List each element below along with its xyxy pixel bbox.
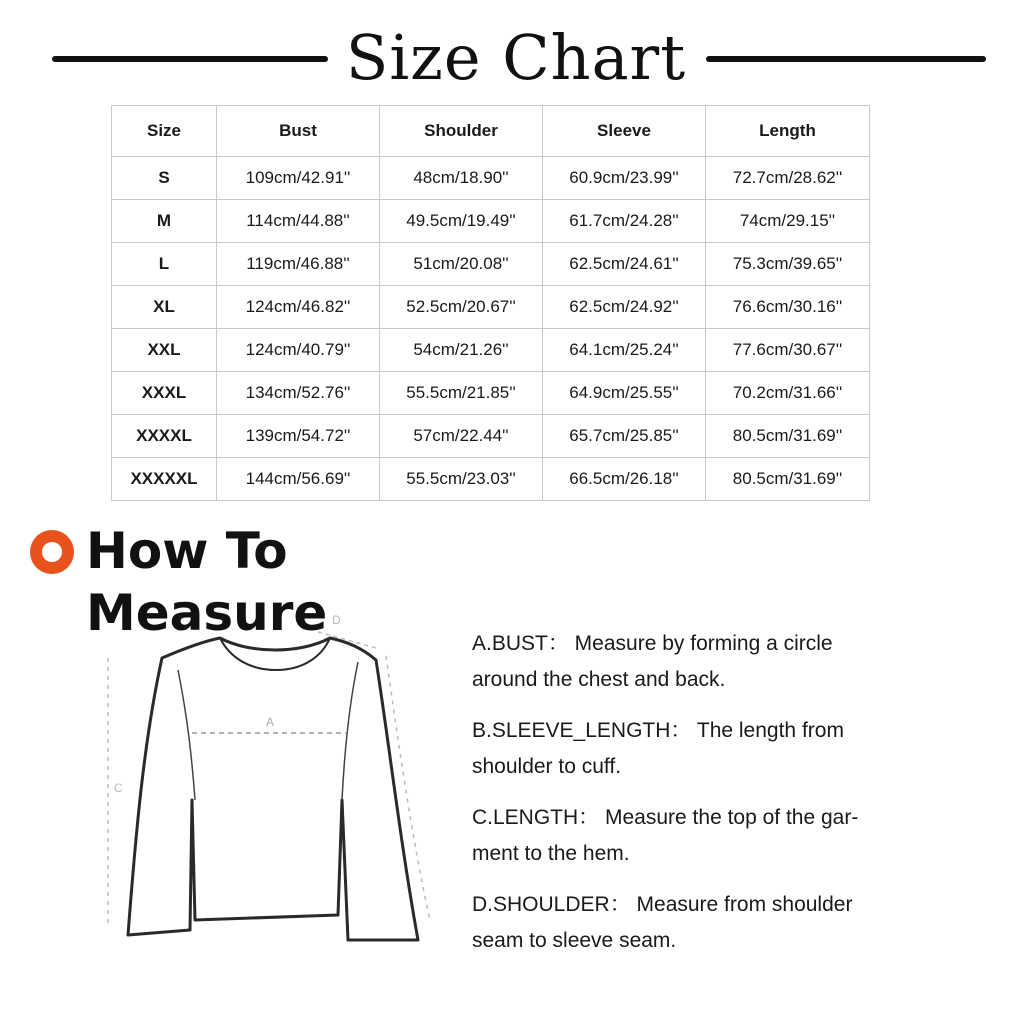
shoulder-cell: 52.5cm/20.67'' <box>380 286 543 329</box>
bust-cell: 144cm/56.69'' <box>217 458 380 501</box>
label-d: D <box>332 613 341 627</box>
table-row <box>112 157 870 200</box>
left-sleeve-seam <box>178 670 195 800</box>
bust-cell: 124cm/46.82'' <box>217 286 380 329</box>
section-title: How To Measure <box>86 522 328 642</box>
right-sleeve-seam <box>342 662 358 800</box>
instruction-line: D.SHOULDER： Measure from shoulder <box>472 893 853 916</box>
sleeve-cell: 62.5cm/24.61'' <box>543 243 706 286</box>
table-row <box>112 415 870 458</box>
sleeve-cell: 64.1cm/25.24'' <box>543 329 706 372</box>
instruction-sleeve-length <box>472 713 922 785</box>
long-sleeve-shirt-icon <box>100 610 440 950</box>
shirt-outline <box>128 638 418 940</box>
size-chart-header <box>0 22 1024 94</box>
bust-cell: 114cm/44.88'' <box>217 200 380 243</box>
length-cell: 80.5cm/31.69'' <box>706 415 870 458</box>
length-cell: 80.5cm/31.69'' <box>706 458 870 501</box>
size-cell: L <box>112 243 217 286</box>
shoulder-cell: 51cm/20.08'' <box>380 243 543 286</box>
length-cell: 70.2cm/31.66'' <box>706 372 870 415</box>
column-header-shoulder: Shoulder <box>380 106 543 157</box>
shoulder-cell: 48cm/18.90'' <box>380 157 543 200</box>
instruction-line: B.SLEEVE_LENGTH： The length from <box>472 719 844 742</box>
size-cell: XXL <box>112 329 217 372</box>
instruction-line: A.BUST： Measure by forming a circle <box>472 632 833 655</box>
column-header-bust: Bust <box>217 106 380 157</box>
bust-cell: 124cm/40.79'' <box>217 329 380 372</box>
shoulder-cell: 55.5cm/21.85'' <box>380 372 543 415</box>
instruction-line: ment to the hem. <box>472 842 630 865</box>
instruction-line: C.LENGTH： Measure the top of the gar- <box>472 806 859 829</box>
shoulder-cell: 55.5cm/23.03'' <box>380 458 543 501</box>
length-cell: 72.7cm/28.62'' <box>706 157 870 200</box>
sleeve-cell: 64.9cm/25.55'' <box>543 372 706 415</box>
collar-line <box>220 638 330 670</box>
table-row <box>112 286 870 329</box>
size-cell: S <box>112 157 217 200</box>
instruction-line: seam to sleeve seam. <box>472 929 677 952</box>
title-rule-left <box>52 56 328 62</box>
measure-instructions <box>472 626 922 974</box>
bullet-circle-icon <box>30 530 74 574</box>
sleeve-cell: 65.7cm/25.85'' <box>543 415 706 458</box>
length-cell: 74cm/29.15'' <box>706 200 870 243</box>
table-row <box>112 458 870 501</box>
instruction-line: shoulder to cuff. <box>472 755 622 778</box>
bust-cell: 119cm/46.88'' <box>217 243 380 286</box>
size-cell: XXXXXL <box>112 458 217 501</box>
sleeve-cell: 62.5cm/24.92'' <box>543 286 706 329</box>
table-row <box>112 243 870 286</box>
label-a: A <box>266 715 275 729</box>
bust-cell: 134cm/52.76'' <box>217 372 380 415</box>
label-c: C <box>114 781 123 795</box>
instruction-line: around the chest and back. <box>472 668 726 691</box>
length-cell: 75.3cm/39.65'' <box>706 243 870 286</box>
length-cell: 77.6cm/30.67'' <box>706 329 870 372</box>
size-cell: XXXL <box>112 372 217 415</box>
bust-cell: 139cm/54.72'' <box>217 415 380 458</box>
table-row <box>112 329 870 372</box>
sleeve-cell: 60.9cm/23.99'' <box>543 157 706 200</box>
instruction-shoulder <box>472 887 922 959</box>
size-table <box>111 105 870 501</box>
title-rule-right <box>706 56 986 62</box>
size-cell: XL <box>112 286 217 329</box>
size-cell: M <box>112 200 217 243</box>
table-row <box>112 372 870 415</box>
shoulder-cell: 49.5cm/19.49'' <box>380 200 543 243</box>
shoulder-cell: 57cm/22.44'' <box>380 415 543 458</box>
column-header-sleeve: Sleeve <box>543 106 706 157</box>
length-cell: 76.6cm/30.16'' <box>706 286 870 329</box>
table-row <box>112 200 870 243</box>
bust-cell: 109cm/42.91'' <box>217 157 380 200</box>
sleeve-cell: 66.5cm/26.18'' <box>543 458 706 501</box>
page-title: Size Chart <box>345 21 687 94</box>
size-cell: XXXXL <box>112 415 217 458</box>
sleeve-cell: 61.7cm/24.28'' <box>543 200 706 243</box>
instruction-length <box>472 800 922 872</box>
instruction-bust <box>472 626 922 698</box>
table-header-row <box>112 106 870 157</box>
column-header-size: Size <box>112 106 217 157</box>
how-to-measure-heading <box>30 520 530 642</box>
column-header-length: Length <box>706 106 870 157</box>
shoulder-cell: 54cm/21.26'' <box>380 329 543 372</box>
